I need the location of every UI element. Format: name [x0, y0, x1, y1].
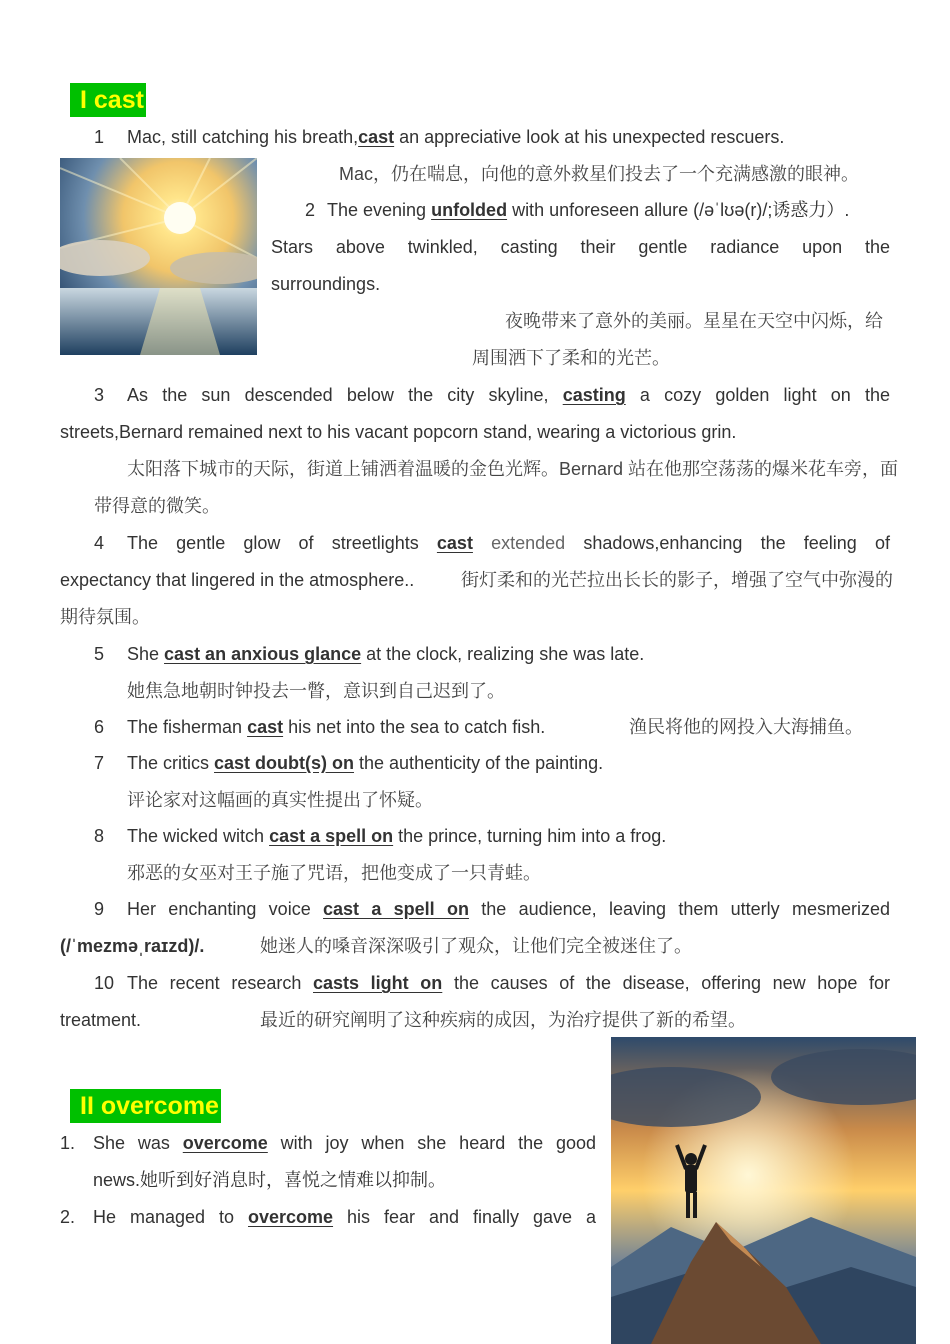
- item-10-en: 10 The recent research casts light on the causes of the disease, offering new hope for: [94, 973, 890, 993]
- item-4-en: 4 The gentle glow of streetlights cast extended shadows,enhancing the feeling of: [94, 533, 890, 553]
- item-8-cn: 邪恶的女巫对王子施了咒语，把他变成了一只青蛙。: [127, 863, 541, 883]
- overcome-item-1: 1.: [60, 1133, 76, 1153]
- item-3-cn-2: 带得意的微笑。: [94, 496, 220, 516]
- sunburst-image: [60, 158, 257, 355]
- item-5-cn: 她焦急地朝时钟投去一瞥，意识到自己迟到了。: [127, 681, 505, 701]
- item-3-line2: streets,Bernard remained next to his vacant popcorn stand, wearing a victorious grin.: [60, 422, 737, 442]
- item-10-line2: treatment.: [60, 1010, 142, 1030]
- item-6-cn: 渔民将他的网投入大海捕鱼。: [629, 717, 863, 737]
- overcome-item-2-en: He managed to overcome his fear and finally gave a: [93, 1207, 596, 1227]
- overcome-item-1-line2: news.她听到好消息时，喜悦之情难以抑制。: [93, 1170, 447, 1190]
- item-9-phonetic: (/ˈmezməˌraɪzd)/.: [60, 936, 205, 956]
- item-10-cn: 最近的研究阐明了这种疾病的成因，为治疗提供了新的希望。: [260, 1010, 746, 1030]
- item-5-en: 5 She cast an anxious glance at the clock, realizing she was late.: [94, 644, 645, 664]
- item-8-en: 8 The wicked witch cast a spell on the prince, turning him into a frog.: [94, 826, 667, 846]
- item-4-cn-1: 街灯柔和的光芒拉出长长的影子，增强了空气中弥漫的: [461, 570, 893, 590]
- mountain-summit-image: [611, 1037, 916, 1344]
- item-7-en: 7 The critics cast doubt(s) on the authenticity of the painting.: [94, 753, 604, 773]
- overcome-item-2: 2.: [60, 1207, 76, 1227]
- item-2-cn-1: 夜晚带来了意外的美丽。星星在天空中闪烁，给: [505, 311, 883, 331]
- item-2-cn-2: 周围洒下了柔和的光芒。: [472, 348, 670, 368]
- item-6-en: 6 The fisherman cast his net into the sea to catch fish.: [94, 717, 546, 737]
- item-9-cn: 她迷人的嗓音深深吸引了观众，让他们完全被迷住了。: [260, 936, 692, 956]
- section-heading-cast: I cast: [70, 83, 146, 117]
- item-1-en: 1 Mac, still catching his breath,cast an appreciative look at his unexpected rescuers.: [94, 127, 785, 147]
- item-4-cn-2: 期待氛围。: [60, 607, 150, 627]
- item-2-en: 2 The evening unfolded with unforeseen allure (/əˈlʊə(r)/;诱惑力）.: [305, 200, 850, 220]
- overcome-item-1-en: She was overcome with joy when she heard the good: [93, 1133, 596, 1153]
- item-2-line3: surroundings.: [271, 274, 381, 294]
- item-4-line2: expectancy that lingered in the atmosphere..: [60, 570, 415, 590]
- item-7-cn: 评论家对这幅画的真实性提出了怀疑。: [127, 790, 433, 810]
- item-3-en: 3 As the sun descended below the city skyline, casting a cozy golden light on the: [94, 385, 890, 405]
- item-3-cn-1: 太阳落下城市的天际，街道上铺洒着温暖的金色光辉。Bernard 站在他那空荡荡的爆米花车旁，面: [127, 459, 899, 479]
- item-1-cn: Mac，仍在喘息，向他的意外救星们投去了一个充满感激的眼神。: [339, 164, 860, 184]
- item-9-en: 9 Her enchanting voice cast a spell on the audience, leaving them utterly mesmerized: [94, 899, 890, 919]
- item-2-line2: Stars above twinkled, casting their gentle radiance upon the: [271, 237, 890, 257]
- section-heading-overcome: II overcome: [70, 1089, 221, 1123]
